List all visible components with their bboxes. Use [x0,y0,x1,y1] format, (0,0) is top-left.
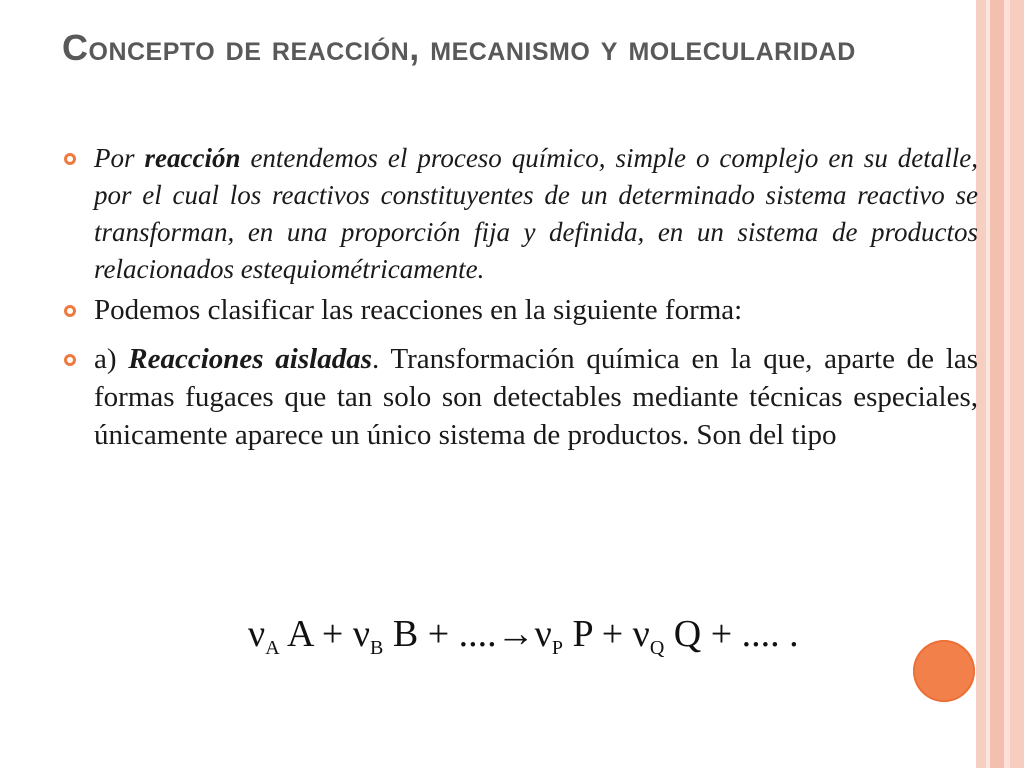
bullet-item [64,140,978,288]
bullet-text-bold: reacción [144,143,241,173]
bullet-ring-icon [64,153,76,165]
reaction-equation [248,612,799,660]
bullet-text: . Transformación química en la que, aparte de las formas fugaces que tan solo son detectables mediante técnicas especiales, únicamente aparece un único sistema de productos. Son del tipo [94,343,978,451]
eq-species: P [572,613,593,655]
bullet-text: entendemos el proceso químico, simple o complejo en su detalle, por el cual los reactivos constituyentes de un determinado sistema reactivo se transforman, en una proporción fija y definida, en un sistema de productos relacionados estequiométricamente. [94,143,979,284]
eq-sub: Q [649,637,665,659]
eq-nu: ν [248,613,266,655]
eq-sub: P [551,637,563,659]
eq-arrow-icon: → [496,613,535,655]
bullet-ring-icon [64,305,76,317]
eq-species: B [392,613,419,655]
slide-title: Concepto de reacción, mecanismo y molecularidad [62,27,856,68]
decor-circle [913,640,975,702]
eq-species: Q [673,613,702,655]
eq-plus: + [321,613,344,655]
bullet-text-prefix: Por [94,143,145,173]
bullet-ring-icon [64,354,76,366]
eq-nu: ν [534,613,552,655]
bullet-item [64,290,978,330]
eq-tail: + .... . [710,613,799,655]
bullet-text-bold: Reacciones aisladas [128,343,372,375]
decor-stripe [990,0,1004,768]
bullet-text: Podemos clasificar las reacciones en la siguiente forma: [94,294,743,326]
bullet-item [64,340,978,454]
eq-sub: B [370,637,384,659]
eq-species: A [287,613,313,655]
eq-plus: + [601,613,624,655]
eq-nu: ν [352,613,371,655]
decor-stripe [1010,0,1024,768]
eq-plus-dots: + .... [427,613,497,655]
slide-body [64,140,978,454]
eq-nu: ν [632,613,650,655]
bullet-text-prefix: a) [94,343,129,375]
eq-sub: A [265,637,280,659]
